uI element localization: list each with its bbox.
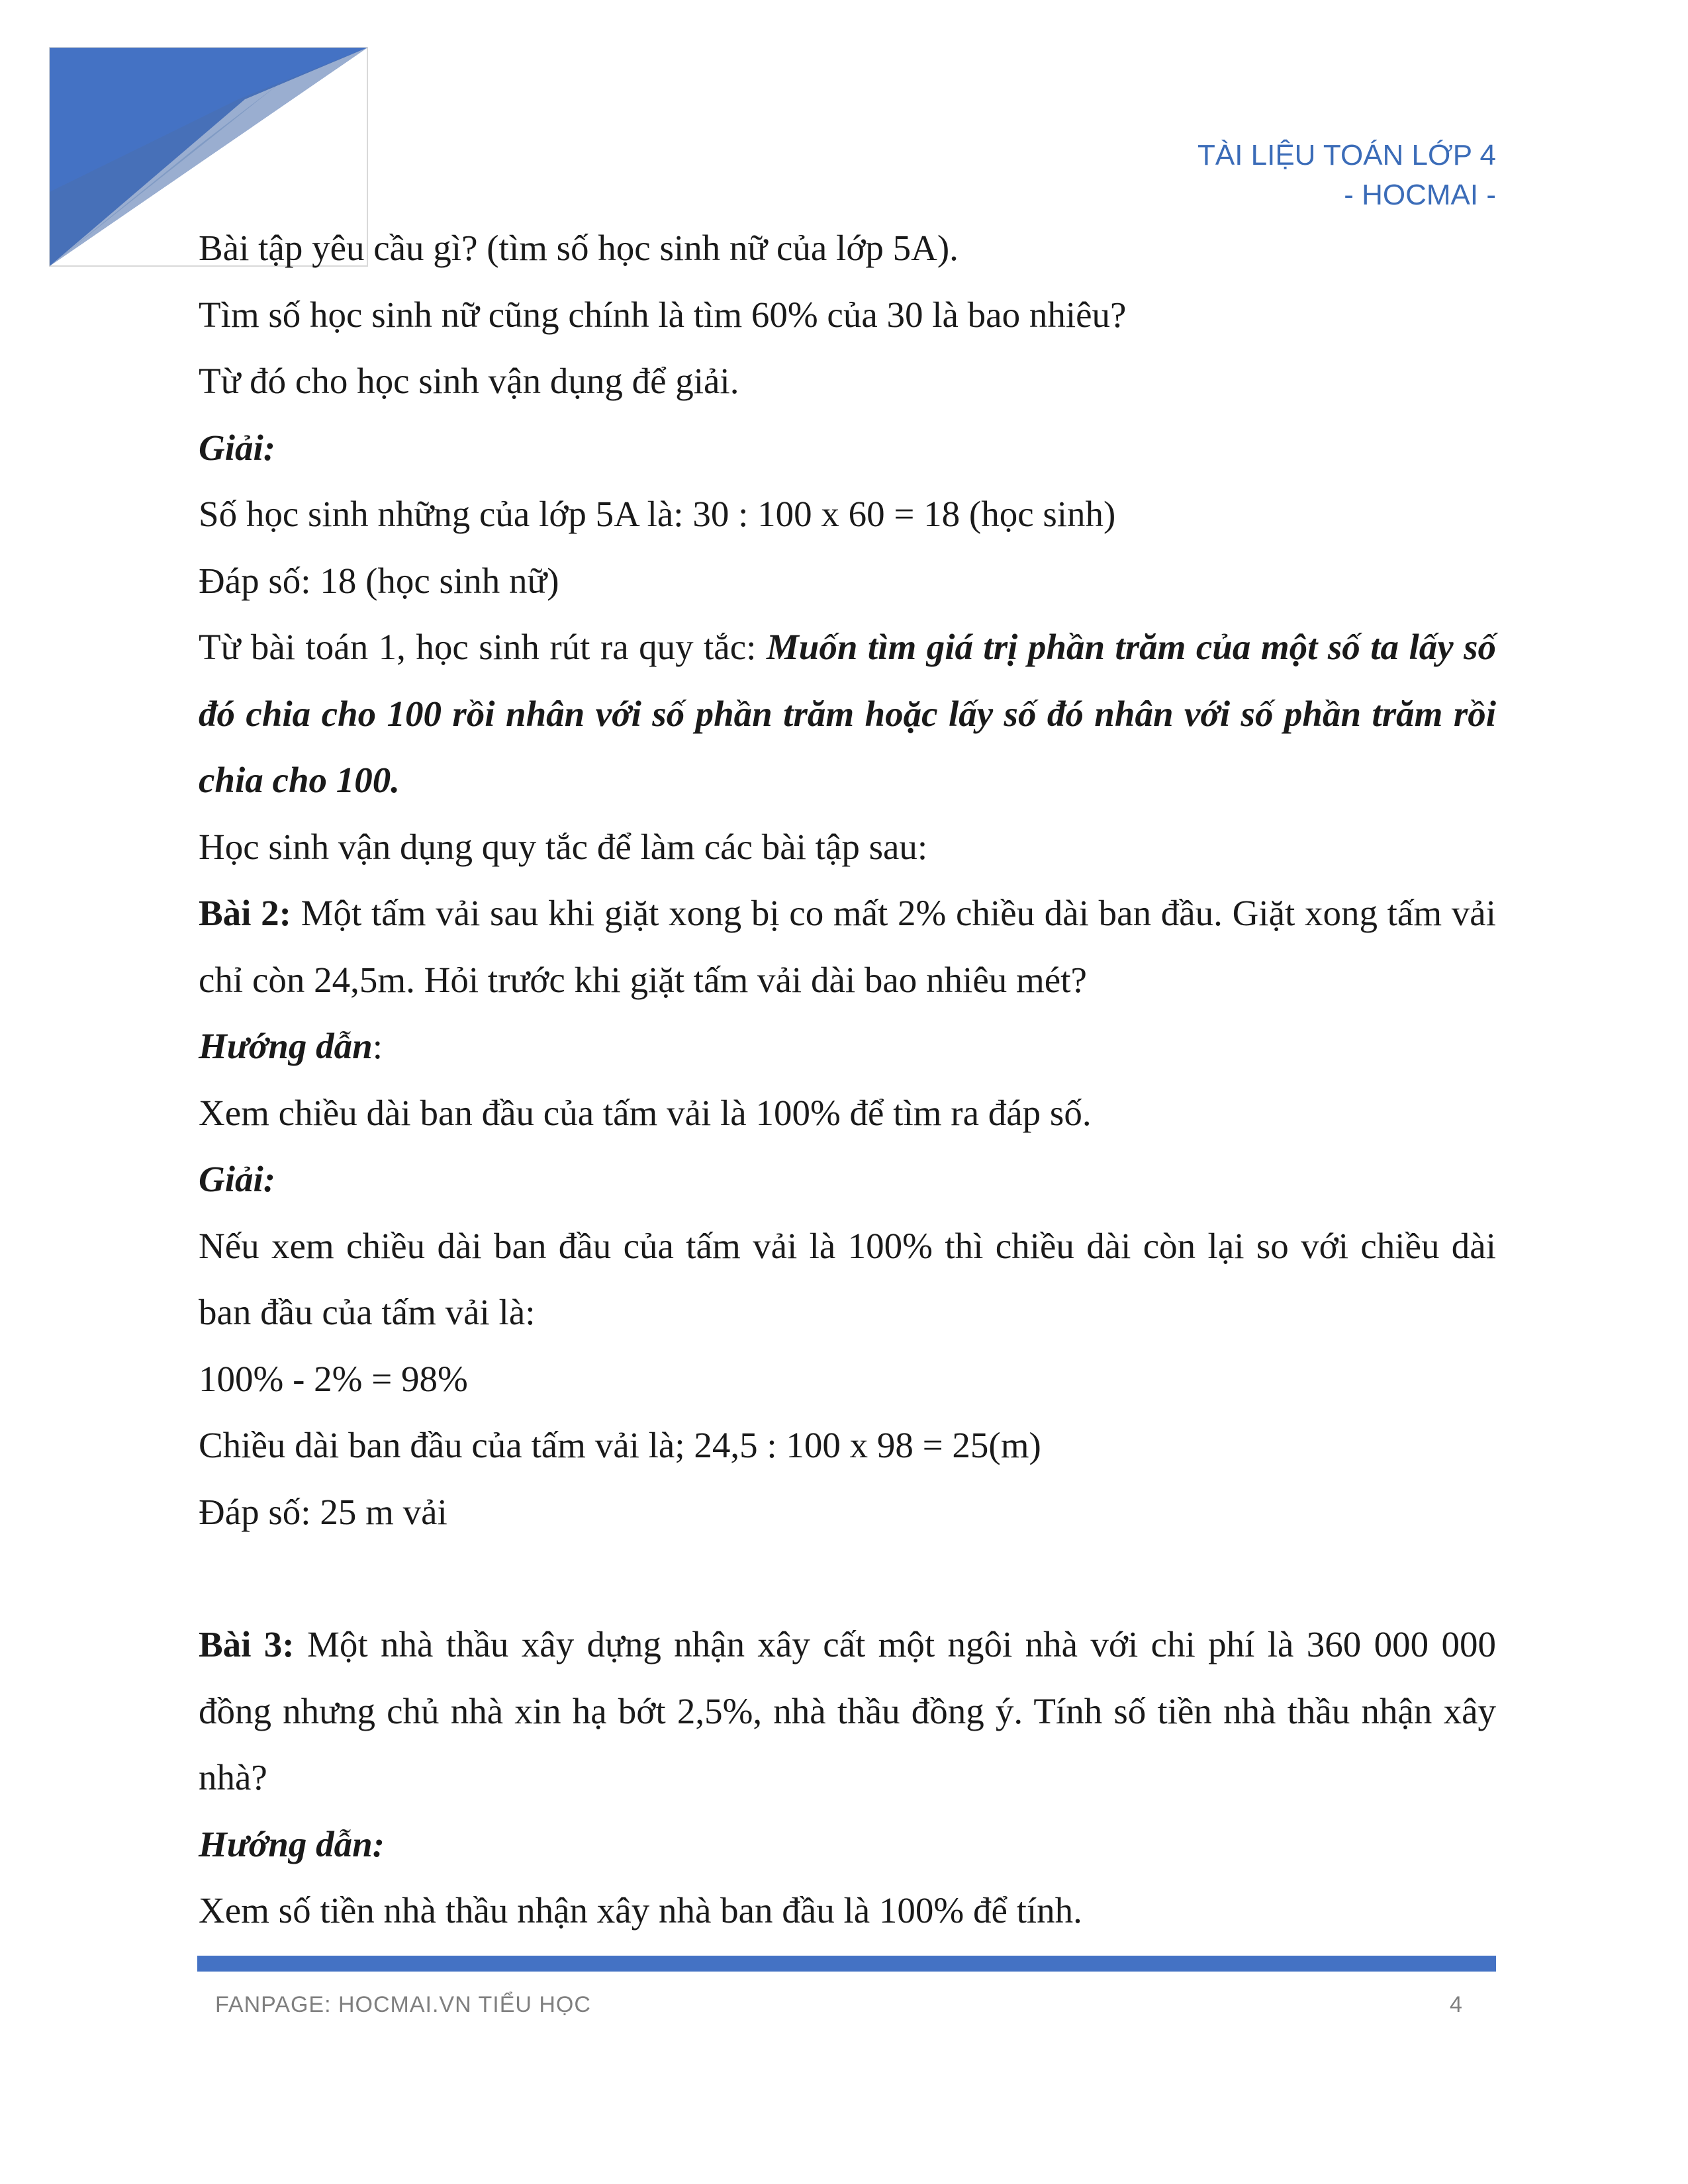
guide-colon: :: [372, 1026, 383, 1066]
footer-fanpage: FANPAGE: HOCMAI.VN TIỂU HỌC: [215, 1992, 591, 2017]
footer-divider: [197, 1956, 1496, 1972]
exercise-3: [199, 1612, 1496, 1811]
paragraph: 100% - 2% = 98%: [199, 1358, 468, 1399]
spacer: [199, 1545, 1496, 1612]
rule-text: Muốn tìm giá trị phần trăm của một số ta lấy số đó chia cho 100 rồi nhân với số phần trăm hoặc lấy số đó nhân với số phần trăm rồi chia cho 100.: [199, 627, 1496, 800]
exercise-2: [199, 880, 1496, 1013]
paragraph: Nếu xem chiều dài ban đầu của tấm vải là 100% thì chiều dài còn lại so với chiều dài ban đầu của tấm vải là:: [199, 1225, 1496, 1332]
paragraph: Tìm số học sinh nữ cũng chính là tìm 60% của 30 là bao nhiêu?: [199, 294, 1127, 335]
exercise-text: Một tấm vải sau khi giặt xong bị co mất 2% chiều dài ban đầu. Giặt xong tấm vải chỉ còn 24,5m. Hỏi trước khi giặt tấm vải dài bao nhiêu mét?: [199, 893, 1496, 1000]
solution-heading: Giải:: [199, 1159, 276, 1199]
guide-heading: Hướng dẫn:: [199, 1823, 385, 1864]
document-body: [199, 215, 1496, 1944]
header-subtitle: - HOCMAI -: [1344, 179, 1496, 211]
exercise-text: Một nhà thầu xây dựng nhận xây cất một ngôi nhà với chi phí là 360 000 000 đồng nhưng chủ nhà xin hạ bớt 2,5%, nhà thầu đồng ý. Tính số tiền nhà thầu nhận xây nhà?: [199, 1624, 1496, 1797]
paragraph: Xem số tiền nhà thầu nhận xây nhà ban đầu là 100% để tính.: [199, 1890, 1082, 1931]
paragraph: Từ đó cho học sinh vận dụng để giải.: [199, 361, 739, 401]
exercise-label: Bài 2:: [199, 893, 291, 933]
guide-label: Hướng dẫn: [199, 1026, 373, 1066]
page-number: 4: [1450, 1992, 1462, 2017]
paragraph: Số học sinh những của lớp 5A là: 30 : 100 x 60 = 18 (học sinh): [199, 494, 1116, 534]
exercise-label: Bài 3:: [199, 1624, 295, 1664]
page-header: [1197, 136, 1496, 215]
paragraph: Đáp số: 18 (học sinh nữ): [199, 560, 559, 601]
rule-prefix: Từ bài toán 1, học sinh rút ra quy tắc:: [199, 627, 767, 667]
paragraph: Bài tập yêu cầu gì? (tìm số học sinh nữ của lớp 5A).: [199, 228, 959, 268]
paragraph: Xem chiều dài ban đầu của tấm vải là 100% để tìm ra đáp số.: [199, 1092, 1092, 1133]
guide-heading: [199, 1013, 1496, 1080]
rule-paragraph: [199, 614, 1496, 814]
paragraph: Đáp số: 25 m vải: [199, 1491, 447, 1532]
solution-heading: Giải:: [199, 427, 276, 468]
header-title: TÀI LIỆU TOÁN LỚP 4: [1197, 139, 1496, 171]
paragraph: Chiều dài ban đầu của tấm vải là; 24,5 : 100 x 98 = 25(m): [199, 1425, 1041, 1465]
paragraph: Học sinh vận dụng quy tắc để làm các bài tập sau:: [199, 826, 928, 867]
